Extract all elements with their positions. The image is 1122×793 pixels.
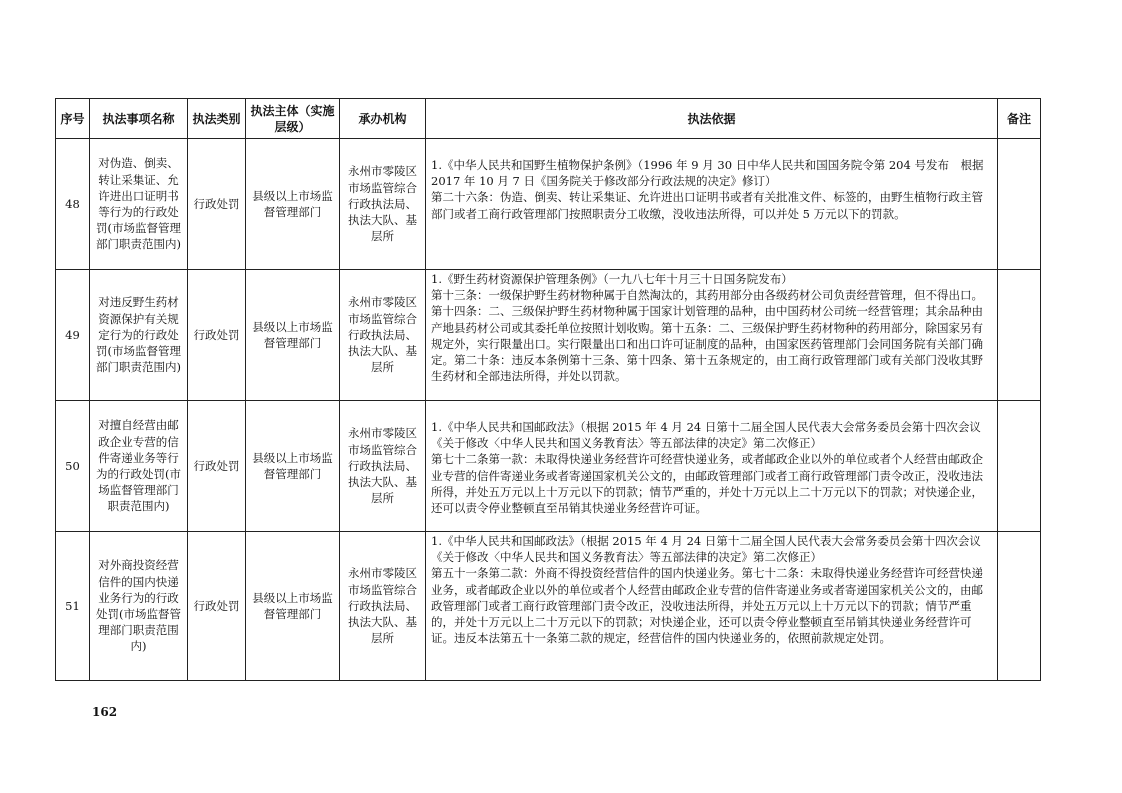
cell-category: 行政处罚 xyxy=(188,270,246,401)
header-basis: 执法依据 xyxy=(426,99,998,139)
header-category: 执法类别 xyxy=(188,99,246,139)
cell-category: 行政处罚 xyxy=(188,532,246,681)
cell-basis: 1.《中华人民共和国邮政法》（根据 2015 年 4 月 24 日第十二届全国人民代表大会常务委员会第十四次会议《关于修改〈中华人民共和国义务教育法〉等五部法律的决定》第二次修正） 第五十一条第二款：外商不得投资经营信件的国内快递业务。第七十二条：未取得快递业务经营许可经营快递业务，或者邮政企业以外的单位或者个人经营由邮政企业专营的信件寄递业务或者寄递国家机关公文的，由邮政管理部门或者工商行政管理部门责令改正，没收违法所得，并处五万元以上十万元以下的罚款；情节严重的，并处十万元以上二十万元以下的罚款；对快递企业，还可以责令停业整顿直至吊销其快递业务经营许可证。违反本法第五十一条第二款的规定，经营信件的国内快递业务的，依照前款规定处罚。 xyxy=(426,532,998,681)
cell-seq: 49 xyxy=(56,270,90,401)
cell-basis: 1.《中华人民共和国邮政法》（根据 2015 年 4 月 24 日第十二届全国人民代表大会常务委员会第十四次会议《关于修改〈中华人民共和国义务教育法〉等五部法律的决定》第二次修正） 第七十二条第一款：未取得快递业务经营许可经营快递业务，或者邮政企业以外的单位或者个人经营由邮政企业专营的信件寄递业务或者寄递国家机关公文的，由邮政管理部门或者工商行政管理部门责令改正，没收违法所得，并处五万元以上十万元以下的罚款；情节严重的，并处十万元以上二十万元以下的罚款；对快递企业，还可以责令停业整顿直至吊销其快递业务经营许可证。 xyxy=(426,401,998,532)
cell-name: 对外商投资经营信件的国内快递业务行为的行政处罚(市场监督管理部门职责范围内) xyxy=(90,532,188,681)
enforcement-table xyxy=(55,98,1041,681)
cell-agency: 永州市零陵区市场监管综合行政执法局、执法大队、基层所 xyxy=(340,139,426,270)
cell-name: 对擅自经营由邮政企业专营的信件寄递业务等行为的行政处罚(市场监督管理部门职责范围内) xyxy=(90,401,188,532)
cell-remark xyxy=(998,270,1041,401)
cell-remark xyxy=(998,401,1041,532)
cell-subject: 县级以上市场监督管理部门 xyxy=(246,270,340,401)
cell-name: 对伪造、倒卖、转让采集证、允许进出口证明书等行为的行政处罚(市场监督管理部门职责范围内) xyxy=(90,139,188,270)
table-header-row xyxy=(56,99,1041,139)
cell-subject: 县级以上市场监督管理部门 xyxy=(246,139,340,270)
cell-remark xyxy=(998,532,1041,681)
cell-remark xyxy=(998,139,1041,270)
cell-seq: 48 xyxy=(56,139,90,270)
header-agency: 承办机构 xyxy=(340,99,426,139)
table-row xyxy=(56,270,1041,401)
header-remark: 备注 xyxy=(998,99,1041,139)
cell-agency: 永州市零陵区市场监管综合行政执法局、执法大队、基层所 xyxy=(340,401,426,532)
cell-basis: 1.《中华人民共和国野生植物保护条例》（1996 年 9 月 30 日中华人民共和国国务院令第 204 号发布 根据 2017 年 10 月 7 日《国务院关于修改部分行政法规的决定》修订） 第二十六条：伪造、倒卖、转让采集证、允许进出口证明书或者有关批准文件、标签的，由野生植物行政主管部门或者工商行政管理部门按照职责分工收缴，没收违法所得，可以并处 5 万元以下的罚款。 xyxy=(426,139,998,270)
cell-seq: 50 xyxy=(56,401,90,532)
header-seq: 序号 xyxy=(56,99,90,139)
cell-subject: 县级以上市场监督管理部门 xyxy=(246,532,340,681)
cell-category: 行政处罚 xyxy=(188,401,246,532)
cell-category: 行政处罚 xyxy=(188,139,246,270)
cell-agency: 永州市零陵区市场监管综合行政执法局、执法大队、基层所 xyxy=(340,532,426,681)
cell-subject: 县级以上市场监督管理部门 xyxy=(246,401,340,532)
page-number: 162 xyxy=(92,705,118,719)
header-subject: 执法主体（实施层级） xyxy=(246,99,340,139)
cell-basis: 1.《野生药材资源保护管理条例》（一九八七年十月三十日国务院发布） 第十三条：一级保护野生药材物种属于自然淘汰的，其药用部分由各级药材公司负责经营管理，但不得出口。第十四条：二、三级保护野生药材物种属于国家计划管理的品种，由中国药材公司统一经营管理；其余品种由产地县药材公司或其委托单位按照计划收购。第十五条：二、三级保护野生药材物种的药用部分，除国家另有规定外，实行限量出口。实行限量出口和出口许可证制度的品种，由国家医药管理部门会同国务院有关部门确定。第二十条：违反本条例第十三条、第十四条、第十五条规定的，由工商行政管理部门或有关部门没收其野生药材和全部违法所得，并处以罚款。 xyxy=(426,270,998,401)
cell-seq: 51 xyxy=(56,532,90,681)
table-row xyxy=(56,139,1041,270)
table-row xyxy=(56,532,1041,681)
cell-agency: 永州市零陵区市场监管综合行政执法局、执法大队、基层所 xyxy=(340,270,426,401)
header-name: 执法事项名称 xyxy=(90,99,188,139)
table-row xyxy=(56,401,1041,532)
cell-name: 对违反野生药材资源保护有关规定行为的行政处罚(市场监督管理部门职责范围内) xyxy=(90,270,188,401)
